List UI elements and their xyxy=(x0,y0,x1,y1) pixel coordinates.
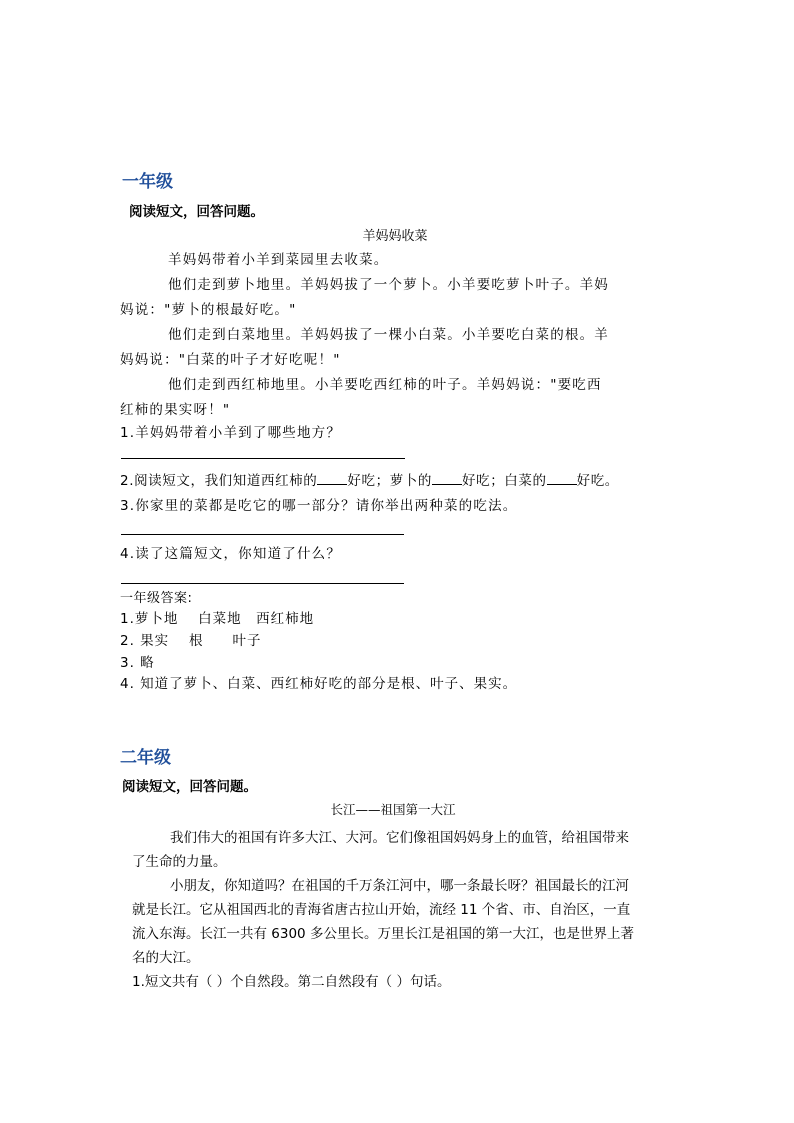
answer-line xyxy=(121,458,405,459)
grade2-passage-line: 名的大江。 xyxy=(132,950,200,966)
fill-blank xyxy=(317,472,347,485)
grade1-passage-line: 妈说："萝卜的根最好吃。" xyxy=(120,302,297,318)
grade1-instruction: 阅读短文，回答问题。 xyxy=(129,204,264,220)
grade1-passage-line: 羊妈妈带着小羊到菜园里去收菜。 xyxy=(168,252,389,268)
answer-line xyxy=(121,534,404,535)
grade2-passage-line: 流入东海。长江一共有 6300 多公里长。万里长江是祖国的第一大江，也是世界上著 xyxy=(132,926,634,942)
grade1-passage-line: 他们走到西红柿地里。小羊要吃西红柿的叶子。羊妈妈说："要吃西 xyxy=(168,377,602,393)
grade1-question-4: 4.读了这篇短文，你知道了什么？ xyxy=(120,546,342,562)
grade1-passage-line: 他们走到萝卜地里。羊妈妈拔了一个萝卜。小羊要吃萝卜叶子。羊妈 xyxy=(168,277,609,293)
fill-blank xyxy=(547,472,577,485)
grade1-heading: 一年级 xyxy=(122,172,173,192)
grade1-answer-item: 2. 果实 根 叶子 xyxy=(120,633,262,649)
grade2-passage-title: 长江——祖国第一大江 xyxy=(330,802,456,817)
grade1-passage-title: 羊妈妈收菜 xyxy=(362,229,428,244)
grade2-passage-line: 了生命的力量。 xyxy=(132,854,227,870)
grade2-passage-line: 小朋友，你知道吗？在祖国的千万条江河中，哪一条最长呀？祖国最长的江河 xyxy=(170,878,629,894)
grade1-question-2 xyxy=(120,469,619,489)
answer-line xyxy=(121,583,404,584)
q2-text-1: 2.阅读短文，我们知道西红柿的 xyxy=(120,473,318,489)
grade2-heading: 二年级 xyxy=(120,748,171,768)
grade2-instruction: 阅读短文，回答问题。 xyxy=(122,779,257,795)
grade1-answer-item: 3. 略 xyxy=(120,655,155,671)
q2-text-4: 好吃。 xyxy=(576,473,619,489)
grade1-answers-title: 一年级答案: xyxy=(120,591,193,606)
grade1-passage-line: 红柿的果实呀！" xyxy=(120,402,231,418)
fill-blank xyxy=(432,472,462,485)
q2-text-3: 好吃；白菜的 xyxy=(462,473,547,489)
q2-text-2: 好吃；萝卜的 xyxy=(347,473,432,489)
grade2-passage-line: 我们伟大的祖国有许多大江、大河。它们像祖国妈妈身上的血管，给祖国带来 xyxy=(170,830,629,846)
grade1-question-3: 3.你家里的菜都是吃它的哪一部分？请你举出两种菜的吃法。 xyxy=(120,498,518,514)
grade1-answer-item: 4. 知道了萝卜、白菜、西红柿好吃的部分是根、叶子、果实。 xyxy=(120,676,518,692)
grade1-answer-item: 1.萝卜地 白菜地 西红柿地 xyxy=(120,611,315,627)
grade1-question-1: 1.羊妈妈带着小羊到了哪些地方？ xyxy=(120,425,342,441)
grade2-passage-line: 就是长江。它从祖国西北的青海省唐古拉山开始，流经 11 个省、市、自治区，一直 xyxy=(132,902,631,918)
grade2-question-1: 1.短文共有（ ）个自然段。第二自然段有（ ）句话。 xyxy=(132,974,451,990)
grade1-passage-line: 他们走到白菜地里。羊妈妈拔了一棵小白菜。小羊要吃白菜的根。羊 xyxy=(168,327,609,343)
grade1-passage-line: 妈妈说："白菜的叶子才好吃呢！" xyxy=(120,352,341,368)
